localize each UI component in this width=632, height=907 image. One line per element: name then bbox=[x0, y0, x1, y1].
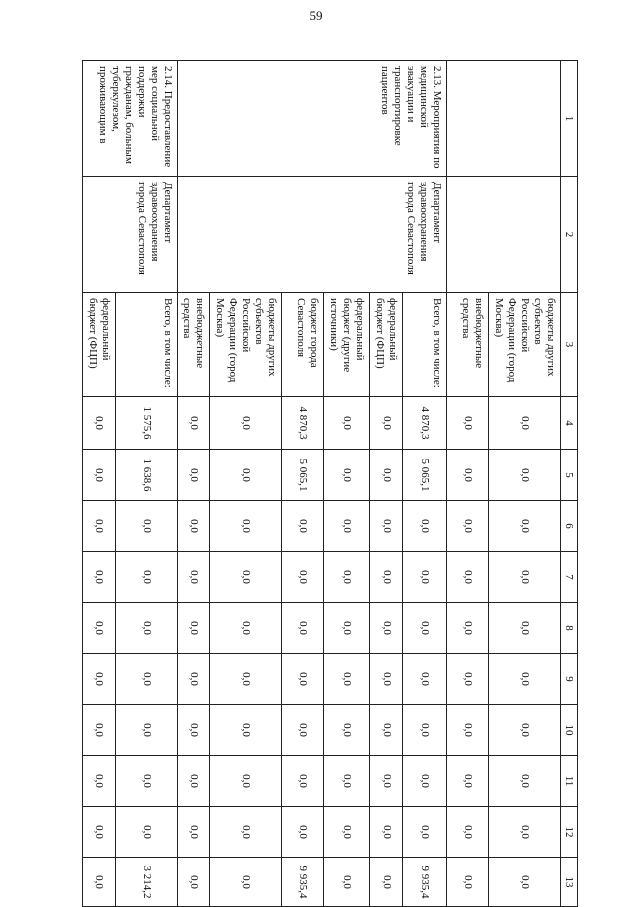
column-number: 11 bbox=[561, 756, 578, 807]
amount-cell: 0,0 bbox=[489, 501, 561, 552]
amount-cell: 0,0 bbox=[370, 501, 403, 552]
budget-table-body bbox=[82, 61, 577, 907]
amount-cell: 0,0 bbox=[82, 654, 115, 705]
amount-cell: 5 065,1 bbox=[282, 450, 324, 501]
amount-cell: 9 935,4 bbox=[403, 858, 447, 907]
amount-cell: 0,0 bbox=[177, 654, 210, 705]
amount-cell: 0,0 bbox=[115, 501, 177, 552]
rotated-table-area bbox=[82, 60, 578, 906]
measure-cell: 2.13. Мероприятия по медицинской эвакуации и транспортировке пациентов bbox=[177, 61, 447, 177]
amount-cell: 0,0 bbox=[210, 807, 282, 858]
amount-cell: 0,0 bbox=[403, 552, 447, 603]
amount-cell: 0,0 bbox=[82, 501, 115, 552]
amount-cell: 0,0 bbox=[370, 552, 403, 603]
amount-cell: 0,0 bbox=[489, 552, 561, 603]
amount-cell: 0,0 bbox=[282, 705, 324, 756]
amount-cell: 0,0 bbox=[447, 603, 489, 654]
amount-cell: 0,0 bbox=[447, 807, 489, 858]
funding-source-cell: федеральный бюджет (ФЦП) bbox=[370, 293, 403, 397]
amount-cell: 0,0 bbox=[324, 807, 370, 858]
amount-cell: 0,0 bbox=[210, 756, 282, 807]
amount-cell: 0,0 bbox=[370, 858, 403, 907]
amount-cell: 0,0 bbox=[489, 654, 561, 705]
column-number: 1 bbox=[561, 61, 578, 177]
column-number: 13 bbox=[561, 858, 578, 907]
amount-cell: 0,0 bbox=[447, 552, 489, 603]
amount-cell: 0,0 bbox=[210, 552, 282, 603]
measure-cell-empty bbox=[447, 61, 561, 177]
amount-cell: 0,0 bbox=[282, 501, 324, 552]
amount-cell: 0,0 bbox=[282, 552, 324, 603]
amount-cell: 0,0 bbox=[82, 603, 115, 654]
amount-cell: 0,0 bbox=[324, 501, 370, 552]
amount-cell: 1 638,6 bbox=[115, 450, 177, 501]
column-number: 9 bbox=[561, 654, 578, 705]
amount-cell: 0,0 bbox=[177, 807, 210, 858]
amount-cell: 0,0 bbox=[324, 705, 370, 756]
amount-cell: 0,0 bbox=[447, 705, 489, 756]
amount-cell: 0,0 bbox=[324, 603, 370, 654]
funding-source-cell: бюджеты других субъектов Российской Федерации (город Москва) bbox=[210, 293, 282, 397]
amount-cell: 0,0 bbox=[370, 450, 403, 501]
column-number: 4 bbox=[561, 397, 578, 450]
funding-source-cell: внебюджетные средства bbox=[447, 293, 489, 397]
amount-cell: 4 870,3 bbox=[403, 397, 447, 450]
amount-cell: 1 575,6 bbox=[115, 397, 177, 450]
amount-cell: 0,0 bbox=[282, 807, 324, 858]
amount-cell: 0,0 bbox=[282, 756, 324, 807]
amount-cell: 0,0 bbox=[447, 450, 489, 501]
amount-cell: 0,0 bbox=[210, 397, 282, 450]
amount-cell: 0,0 bbox=[324, 450, 370, 501]
amount-cell: 0,0 bbox=[370, 397, 403, 450]
amount-cell: 3 214,2 bbox=[115, 858, 177, 907]
table-row bbox=[489, 61, 561, 907]
measure-cell: 2.14. Предоставление мер социальной поддержки гражданам, больным туберкулезом, проживающим в bbox=[82, 61, 177, 177]
funding-source-cell: Всего, в том числе: bbox=[115, 293, 177, 397]
amount-cell: 0,0 bbox=[403, 705, 447, 756]
column-number: 2 bbox=[561, 177, 578, 293]
amount-cell: 0,0 bbox=[82, 807, 115, 858]
amount-cell: 0,0 bbox=[177, 603, 210, 654]
budget-table bbox=[82, 60, 578, 907]
amount-cell: 0,0 bbox=[115, 603, 177, 654]
amount-cell: 0,0 bbox=[82, 397, 115, 450]
column-number: 3 bbox=[561, 293, 578, 397]
amount-cell: 0,0 bbox=[115, 807, 177, 858]
amount-cell: 0,0 bbox=[403, 807, 447, 858]
amount-cell: 0,0 bbox=[177, 756, 210, 807]
funding-source-cell: Всего, в том числе: bbox=[403, 293, 447, 397]
amount-cell: 0,0 bbox=[177, 552, 210, 603]
table-row bbox=[403, 61, 447, 907]
amount-cell: 0,0 bbox=[370, 807, 403, 858]
amount-cell: 0,0 bbox=[210, 654, 282, 705]
amount-cell: 0,0 bbox=[489, 807, 561, 858]
amount-cell: 0,0 bbox=[489, 397, 561, 450]
executor-cell: Департамент здравоохранения города Севастополя bbox=[177, 177, 447, 293]
amount-cell: 0,0 bbox=[115, 705, 177, 756]
amount-cell: 0,0 bbox=[177, 450, 210, 501]
amount-cell: 0,0 bbox=[324, 756, 370, 807]
funding-source-cell: федеральный бюджет (ФЦП) bbox=[82, 293, 115, 397]
amount-cell: 0,0 bbox=[447, 654, 489, 705]
amount-cell: 5 065,1 bbox=[403, 450, 447, 501]
funding-source-cell: бюджеты других субъектов Российской Федерации (город Москва) bbox=[489, 293, 561, 397]
column-number-row bbox=[561, 61, 578, 907]
amount-cell: 0,0 bbox=[82, 552, 115, 603]
amount-cell: 0,0 bbox=[370, 603, 403, 654]
amount-cell: 0,0 bbox=[82, 756, 115, 807]
amount-cell: 0,0 bbox=[210, 705, 282, 756]
amount-cell: 0,0 bbox=[489, 705, 561, 756]
amount-cell: 0,0 bbox=[82, 705, 115, 756]
amount-cell: 0,0 bbox=[447, 501, 489, 552]
amount-cell: 0,0 bbox=[324, 397, 370, 450]
amount-cell: 4 870,3 bbox=[282, 397, 324, 450]
amount-cell: 0,0 bbox=[115, 552, 177, 603]
amount-cell: 0,0 bbox=[447, 858, 489, 907]
column-number: 8 bbox=[561, 603, 578, 654]
amount-cell: 0,0 bbox=[282, 654, 324, 705]
amount-cell: 0,0 bbox=[489, 603, 561, 654]
amount-cell: 0,0 bbox=[210, 858, 282, 907]
executor-cell: Департамент здравоохранения города Севастополя bbox=[82, 177, 177, 293]
amount-cell: 0,0 bbox=[210, 450, 282, 501]
amount-cell: 0,0 bbox=[324, 654, 370, 705]
column-number: 6 bbox=[561, 501, 578, 552]
column-number: 7 bbox=[561, 552, 578, 603]
column-number: 10 bbox=[561, 705, 578, 756]
amount-cell: 0,0 bbox=[370, 705, 403, 756]
amount-cell: 0,0 bbox=[489, 858, 561, 907]
amount-cell: 0,0 bbox=[403, 654, 447, 705]
amount-cell: 0,0 bbox=[177, 705, 210, 756]
amount-cell: 0,0 bbox=[115, 756, 177, 807]
funding-source-cell: федеральный бюджет (другие источники) bbox=[324, 293, 370, 397]
amount-cell: 0,0 bbox=[370, 654, 403, 705]
amount-cell: 0,0 bbox=[177, 858, 210, 907]
amount-cell: 0,0 bbox=[282, 603, 324, 654]
amount-cell: 0,0 bbox=[447, 397, 489, 450]
amount-cell: 0,0 bbox=[447, 756, 489, 807]
amount-cell: 0,0 bbox=[82, 450, 115, 501]
amount-cell: 0,0 bbox=[210, 501, 282, 552]
amount-cell: 0,0 bbox=[177, 397, 210, 450]
amount-cell: 0,0 bbox=[82, 858, 115, 907]
amount-cell: 0,0 bbox=[177, 501, 210, 552]
amount-cell: 0,0 bbox=[210, 603, 282, 654]
amount-cell: 0,0 bbox=[489, 450, 561, 501]
table-row bbox=[115, 61, 177, 907]
amount-cell: 0,0 bbox=[324, 552, 370, 603]
column-number: 12 bbox=[561, 807, 578, 858]
amount-cell: 0,0 bbox=[403, 501, 447, 552]
amount-cell: 0,0 bbox=[403, 756, 447, 807]
amount-cell: 0,0 bbox=[403, 603, 447, 654]
amount-cell: 0,0 bbox=[324, 858, 370, 907]
funding-source-cell: внебюджетные средства bbox=[177, 293, 210, 397]
amount-cell: 9 935,4 bbox=[282, 858, 324, 907]
funding-source-cell: бюджет города Севастополя bbox=[282, 293, 324, 397]
executor-cell-empty bbox=[447, 177, 561, 293]
amount-cell: 0,0 bbox=[489, 756, 561, 807]
amount-cell: 0,0 bbox=[370, 756, 403, 807]
amount-cell: 0,0 bbox=[115, 654, 177, 705]
page-number: 59 bbox=[309, 8, 323, 23]
column-number: 5 bbox=[561, 450, 578, 501]
